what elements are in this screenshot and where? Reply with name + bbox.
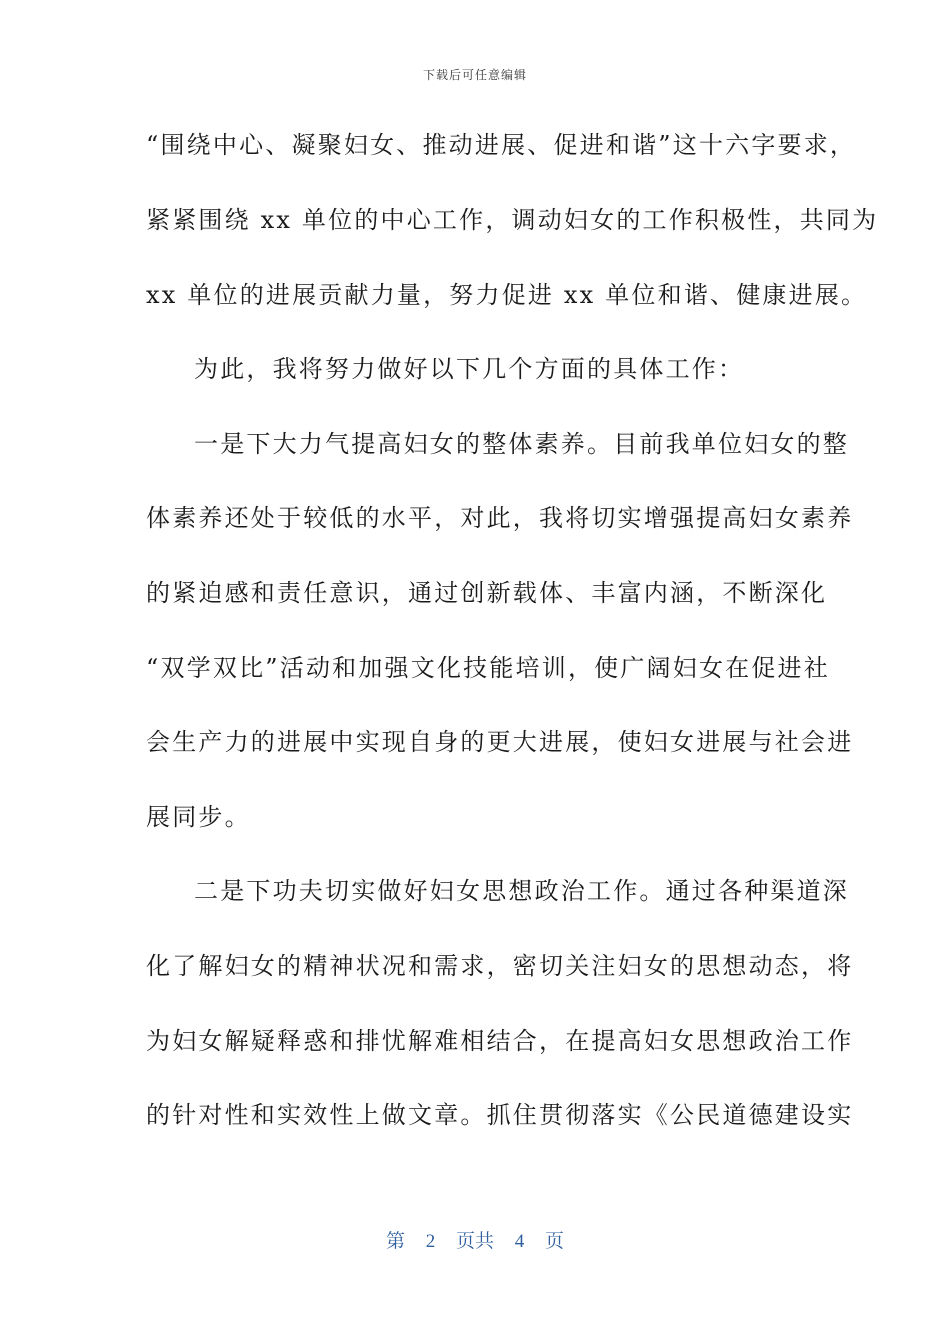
paragraph-first-line: 为此，我将努力做好以下几个方面的具体工作： [194, 355, 745, 383]
page-middle: 页共 [455, 1231, 494, 1252]
text-line: 体素养还处于较低的水平，对此，我将切实增强提高妇女素养 [146, 504, 854, 532]
text-line: xx 单位的进展贡献力量，努力促进 xx 单位和谐、健康进展。 [146, 281, 868, 309]
text-line: 为妇女解疑释惑和排忧解难相结合，在提高妇女思想政治工作 [146, 1027, 854, 1055]
text-line: 展同步。 [146, 803, 251, 831]
page-suffix: 页 [545, 1231, 565, 1252]
total-pages: 4 [514, 1231, 525, 1252]
page-number: 2 [425, 1231, 436, 1252]
page-header-note: 下载后可任意编辑 [422, 68, 527, 82]
text-line: “围绕中心、凝聚妇女、推动进展、促进和谐”这十六字要求， [146, 131, 857, 159]
text-line: 会生产力的进展中实现自身的更大进展，使妇女进展与社会进 [146, 728, 854, 756]
page-footer [0, 1226, 950, 1253]
text-line: 紧紧围绕 xx 单位的中心工作，调动妇女的工作积极性，共同为 [146, 206, 879, 234]
page-prefix: 第 [385, 1231, 405, 1252]
text-line: 化了解妇女的精神状况和需求，密切关注妇女的思想动态，将 [146, 952, 854, 980]
paragraph-first-line: 一是下大力气提高妇女的整体素养。目前我单位妇女的整 [194, 430, 849, 458]
text-line: 的针对性和实效性上做文章。抓住贯彻落实《公民道德建设实 [146, 1101, 854, 1129]
text-line: “双学双比”活动和加强文化技能培训，使广阔妇女在促进社 [146, 654, 830, 682]
text-line: 的紧迫感和责任意识，通过创新载体、丰富内涵，不断深化 [146, 579, 828, 607]
paragraph-first-line: 二是下功夫切实做好妇女思想政治工作。通过各种渠道深 [194, 877, 849, 905]
